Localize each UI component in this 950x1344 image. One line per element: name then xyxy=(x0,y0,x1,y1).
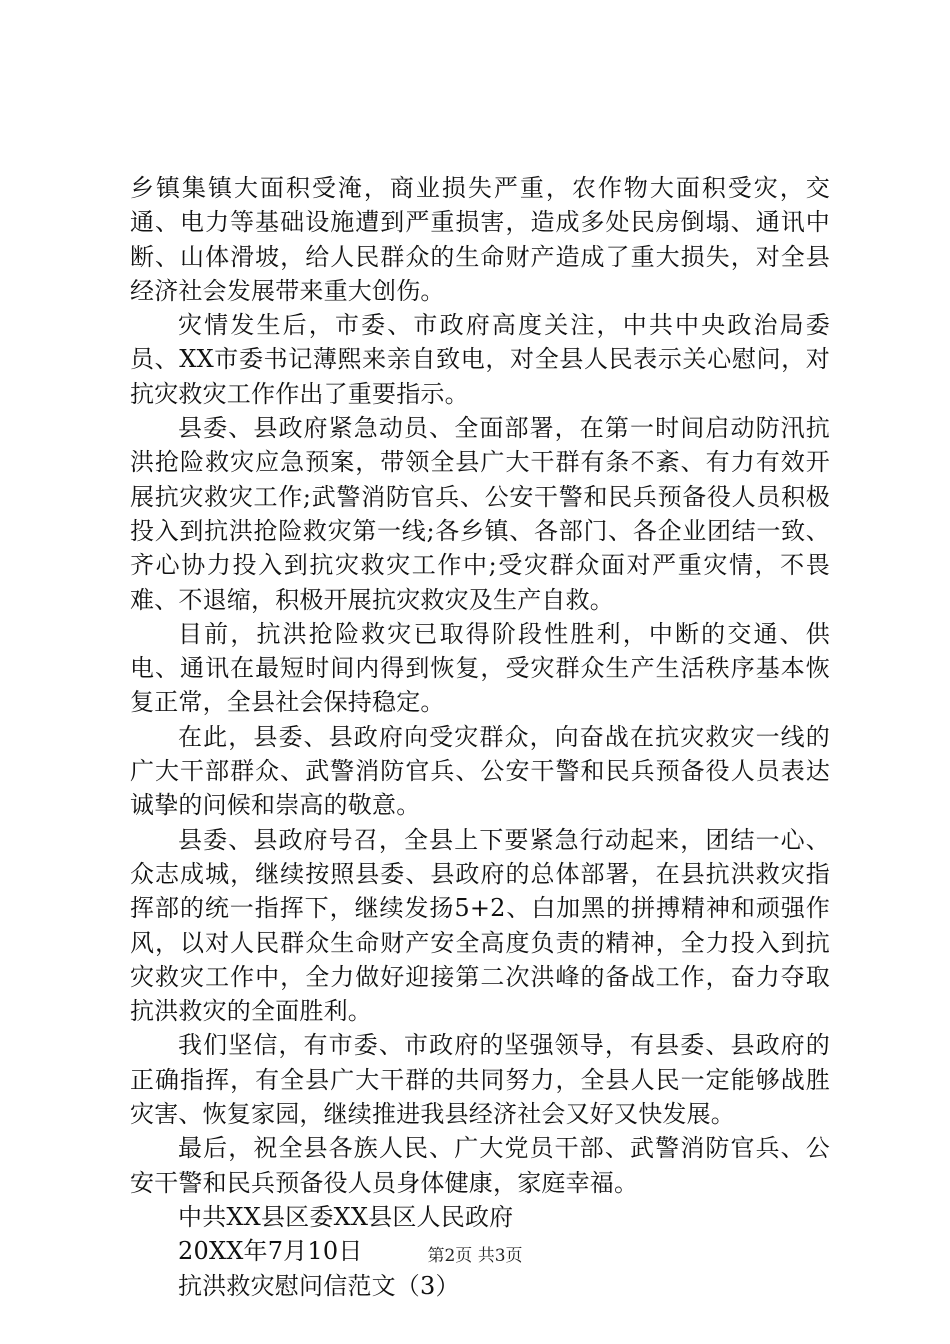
page-indicator: 第2页 共3页 xyxy=(427,1246,523,1266)
paragraph-greetings: 在此，县委、县政府向受灾群众，向奋战在抗灾救灾一线的广大干部群众、武警消防官兵、公安干警和民兵预备役人员表达诚挚的问候和崇高的敬意。 xyxy=(130,722,830,820)
document-body xyxy=(130,171,830,1303)
paragraph-city-concern: 灾情发生后，市委、市政府高度关注，中共中央政治局委员、XX市委书记薄熙来亲自致电，对全县人民表示关心慰问，对抗灾救灾工作作出了重要指示。 xyxy=(130,311,830,408)
paragraph-continuation: 乡镇集镇大面积受淹，商业损失严重，农作物大面积受灾，交通、电力等基础设施遭到严重损害，造成多处民房倒塌、通讯中断、山体滑坡，给人民群众的生命财产造成了重大损失，对全县经济社会发展带来重大创伤。 xyxy=(130,174,830,305)
paragraph-closing-wishes: 最后，祝全县各族人民、广大党员干部、武警消防官兵、公安干警和民兵预备役人员身体健康，家庭幸福。 xyxy=(130,1134,830,1197)
next-section-title: 抗洪救灾慰问信范文（3） xyxy=(178,1271,460,1300)
page-footer xyxy=(0,1244,950,1268)
signature: 中共XX县区委XX县区人民政府 xyxy=(178,1202,514,1231)
paragraph-current-progress: 目前，抗洪抢险救灾已取得阶段性胜利，中断的交通、供电、通讯在最短时间内得到恢复，受灾群众生产生活秩序基本恢复正常，全县社会保持稳定。 xyxy=(130,619,830,717)
paragraph-call-to-action: 县委、县政府号召，全县上下要紧急行动起来，团结一心、众志成城，继续按照县委、县政府的总体部署，在县抗洪救灾指挥部的统一指挥下，继续发扬5+2、白加黑的拼搏精神和顽强作风，以对人民群众生命财产安全高度负责的精神，全力投入到抗灾救灾工作中，全力做好迎接第二次洪峰的备战工作，奋力夺取抗洪救灾的全面胜利。 xyxy=(130,825,830,1026)
paragraph-confidence: 我们坚信，有市委、市政府的坚强领导，有县委、县政府的正确指挥，有全县广大干群的共同努力，全县人民一定能够战胜灾害、恢复家园，继续推进我县经济社会又好又快发展。 xyxy=(130,1031,830,1129)
paragraph-county-mobilization: 县委、县政府紧急动员、全面部署，在第一时间启动防汛抗洪抢险救灾应急预案，带领全县广大干群有条不紊、有力有效开展抗灾救灾工作;武警消防官兵、公安干警和民兵预备役人员积极投入到抗洪抢险救灾第一线;各乡镇、各部门、各企业团结一致、齐心协力投入到抗灾救灾工作中;受灾群众面对严重灾情，不畏难、不退缩，积极开展抗灾救灾及生产自救。 xyxy=(130,414,830,614)
date: 20XX年7月10日 xyxy=(178,1237,363,1266)
